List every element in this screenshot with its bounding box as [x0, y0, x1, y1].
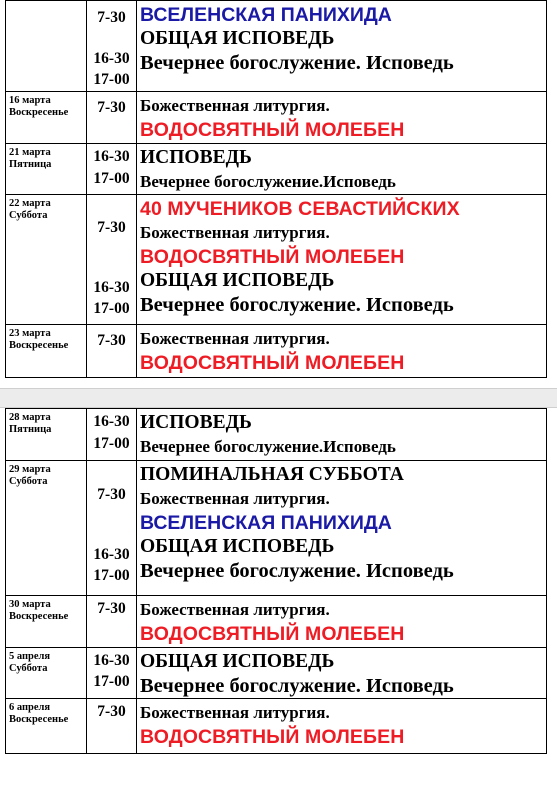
service-event: Божественная литургия. [140, 600, 330, 619]
service-event: Божественная литургия. [140, 489, 330, 508]
service-time: 16-30 [93, 652, 130, 669]
service-time: 17-00 [93, 435, 130, 452]
events-cell [137, 1, 547, 92]
schedule-row [6, 325, 547, 378]
schedule-row [6, 409, 547, 461]
time-cell [87, 144, 137, 195]
date-day: 23 марта [9, 328, 51, 339]
date-day: 21 марта [9, 147, 51, 158]
date-day: 28 марта [9, 412, 51, 423]
events-cell [137, 195, 547, 325]
date-cell [6, 325, 87, 378]
schedule-row [6, 461, 547, 596]
events-cell [137, 461, 547, 596]
schedule-row [6, 1, 547, 92]
service-time: 17-00 [93, 170, 130, 187]
date-cell [6, 409, 87, 461]
date-weekday: Суббота [9, 210, 48, 221]
date-weekday: Суббота [9, 476, 48, 487]
service-time: 17-00 [93, 71, 130, 88]
service-event: Вечернее богослужение.Исповедь [140, 172, 396, 191]
date-cell [6, 699, 87, 754]
service-time: 16-30 [93, 279, 130, 296]
date-day: 30 марта [9, 599, 51, 610]
date-cell [6, 596, 87, 648]
date-weekday: Пятница [9, 424, 52, 435]
service-event: ОБЩАЯ ИСПОВЕДЬ [140, 28, 335, 49]
events-cell [137, 596, 547, 648]
service-event: Божественная литургия. [140, 96, 330, 115]
service-event: Божественная литургия. [140, 223, 330, 242]
date-day: 29 марта [9, 464, 51, 475]
service-event: Божественная литургия. [140, 329, 330, 348]
schedule-table-page-1 [5, 0, 547, 378]
date-weekday: Суббота [9, 663, 48, 674]
date-cell [6, 92, 87, 144]
schedule-table-page-2 [5, 408, 547, 754]
service-event: Вечернее богослужение.Исповедь [140, 437, 396, 456]
date-weekday: Воскресенье [9, 714, 69, 725]
schedule-row [6, 195, 547, 325]
time-cell [87, 1, 137, 92]
date-cell [6, 144, 87, 195]
date-cell [6, 648, 87, 699]
events-cell [137, 648, 547, 699]
events-cell [137, 325, 547, 378]
time-cell [87, 461, 137, 596]
service-event: Вечернее богослужение. Исповедь [140, 560, 454, 582]
service-date [6, 195, 86, 222]
service-event: ВОДОСВЯТНЫЙ МОЛЕБЕН [140, 352, 405, 374]
service-date [6, 409, 86, 436]
service-date [6, 1, 86, 4]
time-cell [87, 325, 137, 378]
events-cell [137, 144, 547, 195]
service-event: ВСЕЛЕНСКАЯ ПАНИХИДА [140, 4, 392, 26]
service-event: ИСПОВЕДЬ [140, 147, 252, 168]
service-time: 17-00 [93, 567, 130, 584]
time-cell [87, 648, 137, 699]
service-time: 7-30 [97, 9, 126, 26]
service-time: 17-00 [93, 300, 130, 317]
time-cell [87, 596, 137, 648]
schedule-row [6, 92, 547, 144]
service-event: ВОДОСВЯТНЫЙ МОЛЕБЕН [140, 623, 405, 645]
service-time: 7-30 [97, 219, 126, 236]
service-event: ВОДОСВЯТНЫЙ МОЛЕБЕН [140, 726, 405, 748]
service-event: ПОМИНАЛЬНАЯ СУББОТА [140, 464, 404, 485]
service-event: ВСЕЛЕНСКАЯ ПАНИХИДА [140, 512, 392, 534]
time-cell [87, 195, 137, 325]
service-time: 16-30 [93, 50, 130, 67]
service-date [6, 92, 86, 119]
service-event: Вечернее богослужение. Исповедь [140, 675, 454, 697]
time-cell [87, 92, 137, 144]
schedule-row [6, 648, 547, 699]
service-time: 16-30 [93, 148, 130, 165]
service-time: 7-30 [97, 486, 126, 503]
service-event: Божественная литургия. [140, 703, 330, 722]
service-event: ОБЩАЯ ИСПОВЕДЬ [140, 270, 335, 291]
schedule-row [6, 144, 547, 195]
schedule-row [6, 699, 547, 754]
service-time: 16-30 [93, 413, 130, 430]
time-cell [87, 699, 137, 754]
page-break [0, 388, 557, 408]
service-time: 7-30 [97, 600, 126, 617]
date-weekday: Воскресенье [9, 107, 69, 118]
schedule-row [6, 596, 547, 648]
events-cell [137, 699, 547, 754]
date-day: 6 апреля [9, 702, 51, 713]
service-time: 7-30 [97, 332, 126, 349]
service-event: ИСПОВЕДЬ [140, 412, 252, 433]
service-time: 17-00 [93, 673, 130, 690]
service-date [6, 325, 86, 352]
service-event: ВОДОСВЯТНЫЙ МОЛЕБЕН [140, 246, 405, 268]
date-cell [6, 1, 87, 92]
service-date [6, 699, 86, 726]
service-event: ВОДОСВЯТНЫЙ МОЛЕБЕН [140, 119, 405, 141]
service-date [6, 144, 86, 171]
date-day: 5 апреля [9, 651, 51, 662]
service-date [6, 461, 86, 488]
service-event: Вечернее богослужение. Исповедь [140, 52, 454, 74]
service-event: 40 МУЧЕНИКОВ СЕВАСТИЙСКИХ [140, 198, 460, 220]
events-cell [137, 92, 547, 144]
date-day: 22 марта [9, 198, 51, 209]
service-time: 7-30 [97, 99, 126, 116]
date-weekday: Воскресенье [9, 611, 69, 622]
service-time: 16-30 [93, 546, 130, 563]
events-cell [137, 409, 547, 461]
date-cell [6, 461, 87, 596]
service-event: Вечернее богослужение. Исповедь [140, 294, 454, 316]
service-date [6, 648, 86, 675]
date-cell [6, 195, 87, 325]
date-weekday: Пятница [9, 159, 52, 170]
date-weekday: Воскресенье [9, 340, 69, 351]
time-cell [87, 409, 137, 461]
service-event: ОБЩАЯ ИСПОВЕДЬ [140, 536, 335, 557]
service-event: ОБЩАЯ ИСПОВЕДЬ [140, 651, 335, 672]
service-date [6, 596, 86, 623]
date-day: 16 марта [9, 95, 51, 106]
service-time: 7-30 [97, 703, 126, 720]
